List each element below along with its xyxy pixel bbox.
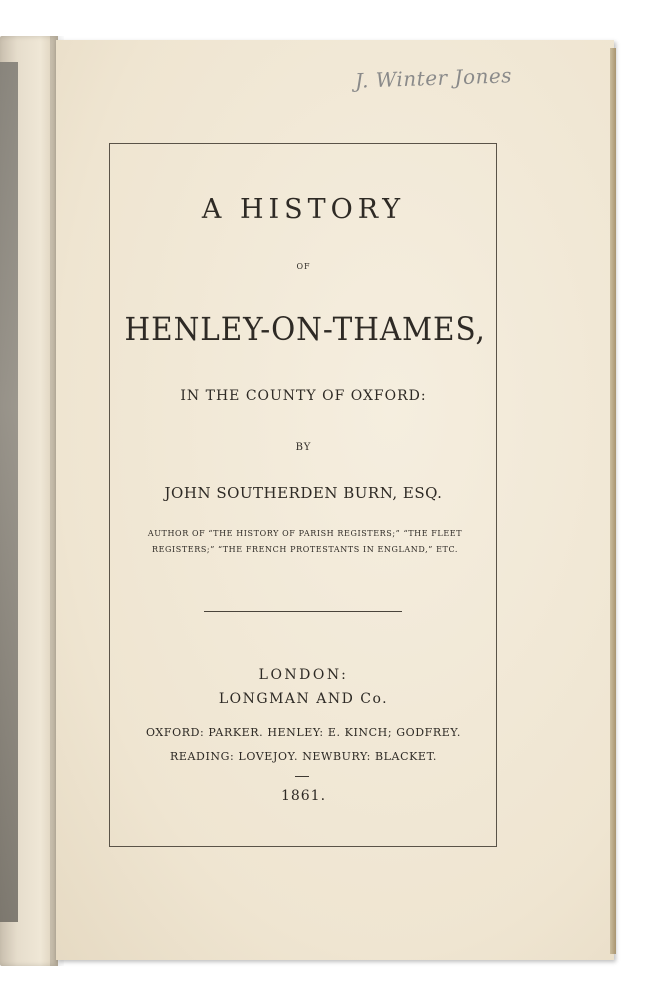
book-title: A HISTORY [201,194,406,225]
by-line: BY [295,442,312,453]
author-name: JOHN SOUTHERDEN BURN, ESQ. [164,484,443,502]
page-edge [610,48,616,954]
author-credits-line: AUTHOR OF “THE HISTORY OF PARISH REGISTERS;” “THE FLEET [147,529,463,538]
imprint-sellers: OXFORD: PARKER. HENLEY: E. KINCH; GODFREY. [146,726,461,739]
imprint-publisher: LONGMAN AND Co. [218,691,389,707]
divider-rule [204,611,402,612]
author-credits [125,526,485,558]
short-divider-rule [295,776,309,777]
imprint-sellers: READING: LOVEJOY. NEWBURY: BLACKET. [170,750,437,763]
book-main-title: HENLEY-ON-THAMES, [124,310,486,348]
handwritten-signature: J. Winter Jones [354,63,513,93]
title-connector-of: OF [296,262,311,271]
imprint-city: LONDON: [258,667,349,683]
county-line: IN THE COUNTY OF OXFORD: [180,388,427,404]
frontispiece-plate [0,62,18,922]
author-credits-line: REGISTERS;” “THE FRENCH PROTESTANTS IN ENGLAND,” ETC. [151,545,459,554]
imprint-year: 1861. [280,788,327,804]
